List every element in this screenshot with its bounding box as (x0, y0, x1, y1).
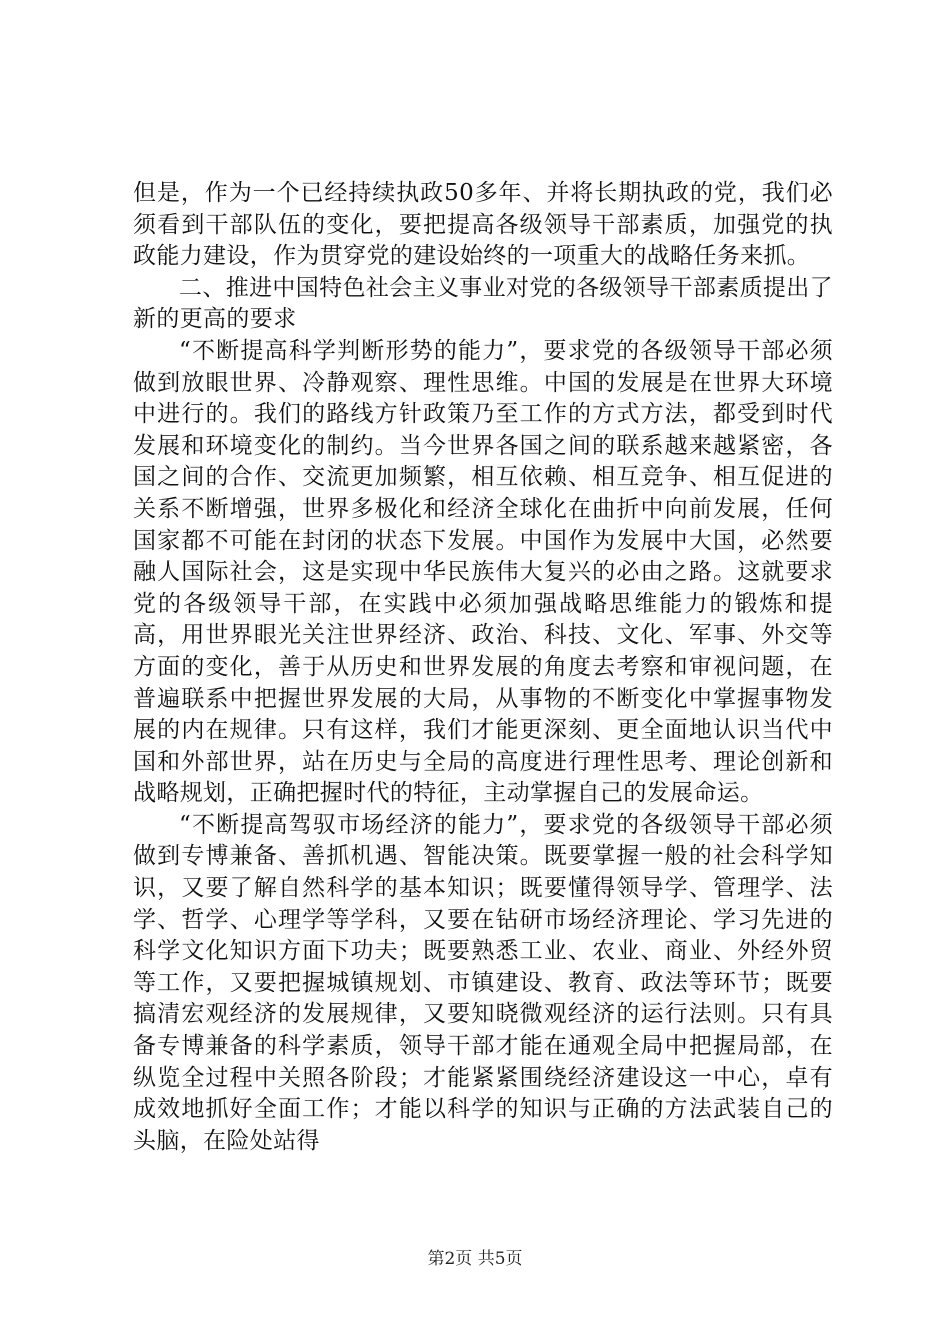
paragraph-4: “不断提高驾驭市场经济的能力”，要求党的各级领导干部必须做到专博兼备、善抓机遇、智能决策。既要掌握一般的社会科学知识，又要了解自然科学的基本知识；既要懂得领导学、管理学、法学、哲学、心理学等学科，又要在钻研市场经济理论、学习先进的科学文化知识方面下功夫；既要熟悉工业、农业、商业、外经外贸等工作，又要把握城镇规划、市镇建设、教育、政法等环节；既要搞清宏观经济的发展规律，又要知晓微观经济的运行法则。只有具备专博兼备的科学素质，领导干部才能在通观全局中把握局部，在纵览全过程中关照各阶段；才能紧紧围绕经济建设这一中心，卓有成效地抓好全面工作；才能以科学的知识与正确的方法武装自己的头脑，在险处站得 (133, 811, 833, 1154)
document-body (133, 178, 833, 1157)
paragraph-section-heading: 二、推进中国特色社会主义事业对党的各级领导干部素质提出了新的更高的要求 (133, 274, 833, 333)
paragraph-3: “不断提高科学判断形势的能力”，要求党的各级领导干部必须做到放眼世界、冷静观察、理性思维。中国的发展是在世界大环境中进行的。我们的路线方针政策乃至工作的方式方法，都受到时代发展和环境变化的制约。当今世界各国之间的联系越来越紧密，各国之间的合作、交流更加频繁，相互依赖、相互竞争、相互促进的关系不断增强，世界多极化和经济全球化在曲折中向前发展，任何国家都不可能在封闭的状态下发展。中国作为发展中大国，必然要融人国际社会，这是实现中华民族伟大复兴的必由之路。这就要求党的各级领导干部，在实践中必须加强战略思维能力的锻炼和提高，用世界眼光关注世界经济、政治、科技、文化、军事、外交等方面的变化，善于从历史和世界发展的角度去考察和审视问题，在普遍联系中把握世界发展的大局，从事物的不断变化中掌握事物发展的内在规律。只有这样，我们才能更深刻、更全面地认识当代中国和外部世界，站在历史与全局的高度进行理性思考、理论创新和战略规划，正确把握时代的特征，主动掌握自己的发展命运。 (133, 337, 833, 807)
paragraph-1: 但是，作为一个已经持续执政50多年、并将长期执政的党，我们必须看到干部队伍的变化，要把提高各级领导干部素质，加强党的执政能力建设，作为贯穿党的建设始终的一项重大的战略任务来抓。 (133, 180, 833, 270)
page-number-footer: 第2页 共5页 (427, 1249, 523, 1269)
